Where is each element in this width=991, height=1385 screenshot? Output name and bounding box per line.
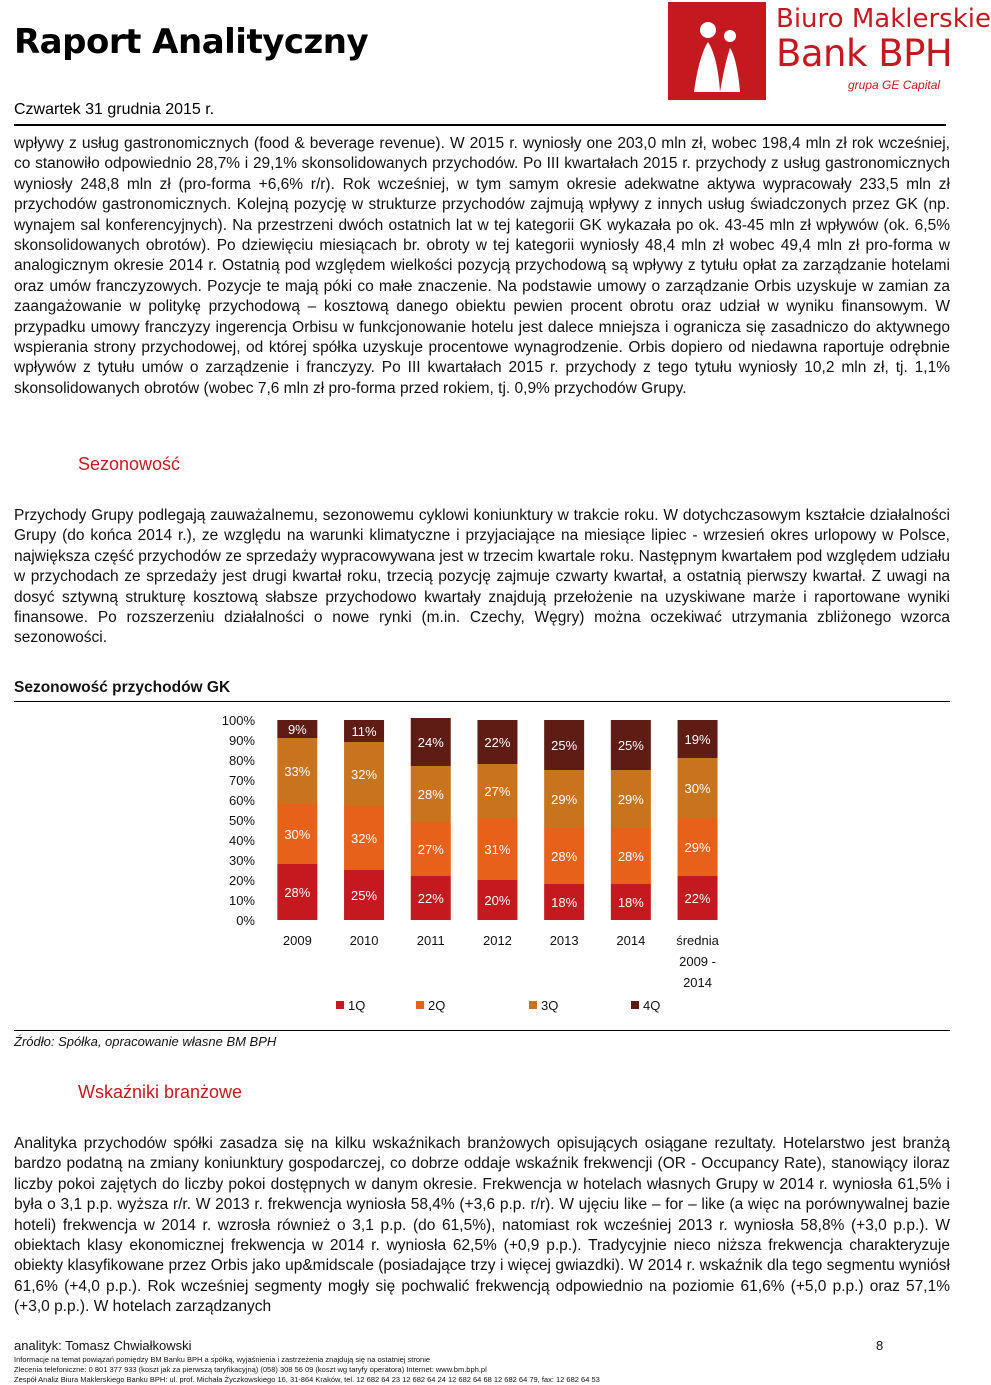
data-label: 11%: [351, 724, 377, 739]
data-label: 24%: [417, 735, 444, 750]
data-label: 33%: [284, 764, 311, 779]
x-tick-label: 2011: [416, 933, 445, 948]
legend-swatch: [336, 1001, 344, 1009]
x-tick-label: 2009: [282, 933, 312, 948]
legend-label: 1Q: [348, 998, 366, 1013]
data-label: 32%: [351, 831, 378, 846]
data-label: 18%: [551, 895, 578, 910]
paragraph-seasonality: Przychody Grupy podlegają zauważalnemu, sezonowemu cyklowi koniunktury w trakcie roku. W dotychczasowym kształcie działalności Grupy (do końca 2014 r.), ze względu na warunki klimatyczne i przyjaciające na miesiące lipiec - wrzesień okres urlopowy w Polsce, największa część przychodów ze sprzedaży wypracowywana jest w trzecim kwartale roku. Następnym kwartałem pod względem udziału w przychodach ze sprzedaży jest drugi kwartał roku, trzecią pozycję zajmuje czwarty kwartał, a ostatnią pierwszy kwartał. Z uwagi na dosyć sztywną strukturę kosztową słabsze przychodowo kwartały znajdują przełożenie na uzyskiwane marże i raportowane wyniki finansowe. Po rozszerzeniu działalności o nowe rynki (m.in. Czechy, Węgry) można oczekiwać utrzymania zbliżonego wzorca sezonowości.: [14, 507, 950, 647]
data-label: 25%: [617, 738, 644, 753]
y-tick-label: 20%: [228, 873, 255, 888]
footer-disclaimer: Informacje na temat powiązań pomiędzy BM Banku BPH a spółką, wyjaśnienia i zastrzeżenia znajdują się na ostatniej stronie: [14, 1355, 431, 1364]
data-label: 31%: [484, 842, 511, 857]
bank-logo: [668, 2, 991, 100]
logo-line-1: Biuro Maklerskie: [776, 4, 991, 34]
data-label: 27%: [484, 784, 511, 799]
report-title: Raport Analityczny: [14, 22, 369, 62]
y-tick-label: 40%: [228, 833, 255, 848]
x-tick-label: 2013: [549, 933, 579, 948]
source-divider: [14, 1030, 950, 1031]
y-tick-label: 30%: [228, 853, 255, 868]
footer-analyst: analityk: Tomasz Chwiałkowski: [14, 1338, 192, 1353]
y-tick-label: 90%: [228, 733, 255, 748]
paragraph-revenue-structure: wpływy z usług gastronomicznych (food & beverage revenue). W 2015 r. wyniosły one 203,0 mln zł, wobec 198,4 mln zł rok wcześniej, co stanowiło odpowiednio 28,7% i 29,1% skonsolidowanych przychodów. Po III kwartałach 2015 r. przychody z usług gastronomicznych wyniosły 248,8 mln zł (pro-forma +6,6% r/r). Rok wcześniej, w tym samym okresie adekwatne aktywa wypracowały 233,5 mln zł przychodów gastronomicznych. Kolejną pozycję w strukturze przychodów zajmują wpływy z innych usług świadczonych przez GK (np. wynajem sal konferencyjnych). Na przestrzeni dwóch ostatnich lat w tej kategorii GK wykazała po ok. 43-45 mln zł wpływów (ok. 6,5% skonsolidowanych obrotów). Po dziewięciu miesiącach br. obroty w tej kategorii wyniosły 48,4 mln zł wobec 49,4 mln zł pro-forma w analogicznym okresie 2014 r. Ostatnią pod względem wielkości pozycją przychodową są wpływy z tytułu opłat za zarządzanie hotelami oraz umów franczyzowych. Pozycje te mają póki co małe znaczenie. Na podstawie umowy o zarządzanie Orbis uzyskuje w zamian za zaangażowanie w politykę przychodową – kosztową danego obiektu pewien procent obrotu oraz udział w wyniku finansowym. W przypadku umowy franczyzy ingerencja Orbisu w funkcjonowanie hotelu jest dalece mniejsza i ogranicza się zasadniczo do aktywnego wspierania strony przychodowej, od której spółka uzyskuje procentowe wynagrodzenie. Orbis dopiero od niedawna raportuje odrębnie wpływów z tytułu umów o zarządzenie i franczyzy. Po III kwartałach 2015 r. przychody z tego tytułu wyniosły 10,2 mln zł, tj. 1,1% skonsolidowanych obrotów (wobec 7,6 mln zł pro-forma przed rokiem, tj. 0,9% przychodów Grupy.: [14, 135, 950, 397]
data-label: 22%: [417, 891, 444, 906]
data-label: 29%: [684, 840, 711, 855]
seasonality-chart: [0, 700, 960, 1030]
y-tick-label: 100%: [221, 713, 255, 728]
paragraph-indicators: Analityka przychodów spółki zasadza się na kilku wskaźnikach branżowych opisujących osiągane rezultaty. Hotelarstwo jest branżą bardzo podatną na zmiany koniunktury gospodarczej, co dobrze oddaje wskaźnik frekwencji (OR - Occupancy Rate), stanowiący iloraz liczby pokoi zajętych do liczby pokoi dostępnych w danym okresie. Frekwencja w hotelach własnych Grupy w 2014 r. wyniosła 61,5% i była o 3,1 p.p. wyższa r/r. W 2013 r. frekwencja wyniosła 58,4% (+3,6 p.p. r/r). W ujęciu like – for – like (a więc na porównywalnej bazie hoteli) frekwencja w 2014 r. wzrosła również o 3,1 p.p. (do 61,5%), natomiast rok wcześniej 2013 r. wyniosła 58,8% (+3,0 p.p.). W obiektach klasy ekonomicznej frekwencja w 2014 r. wyniosła 62,5% (+0,9 p.p.). Tradycyjnie nieco niższa frekwencja charakteryzuje obiekty klasyfikowane przez Orbis jako up&midscale (posiadające trzy i więcej gwiazdki). W 2014 r. wskaźnik dla tego segmentu wyniósł 61,6% (+4,0 p.p.). Rok wcześniej segmenty mogły się pochwalić frekwencją odpowiednio na poziomie 61,6% (+5,0 p.p.) oraz 57,1% (+3,0 p.p.). W hotelach zarządzanych: [14, 1135, 950, 1316]
section-heading-indicators: Wskaźniki branżowe: [78, 1082, 243, 1102]
data-label: 29%: [617, 792, 644, 807]
x-tick-label: 2009 -: [679, 954, 716, 969]
chart-title: Sezonowość przychodów GK: [14, 679, 231, 696]
data-label: 32%: [351, 767, 378, 782]
logo-emblem-icon: [668, 2, 766, 100]
data-label: 22%: [684, 891, 711, 906]
data-label: 19%: [684, 732, 711, 747]
page-number: 8: [876, 1338, 884, 1353]
y-tick-label: 60%: [228, 793, 255, 808]
data-label: 25%: [551, 738, 578, 753]
data-label: 28%: [417, 787, 444, 802]
x-tick-label: 2014: [683, 975, 713, 990]
data-label: 28%: [551, 849, 578, 864]
x-tick-label: 2014: [616, 933, 646, 948]
footer-address: Zespół Analiz Biura Maklerskiego Banku BPH: ul. prof. Michała Życzkowskiego 16, 31-864 Kraków, tel. 12 682 64 23 12 682 64 24 12 682 64 68 12 682 64 79, fax: 12 682 64 53: [14, 1375, 600, 1384]
logo-line-3: grupa GE Capital: [848, 78, 941, 92]
legend-label: 2Q: [428, 998, 446, 1013]
legend-label: 4Q: [643, 998, 661, 1013]
y-tick-label: 80%: [228, 753, 255, 768]
data-label: 30%: [284, 827, 311, 842]
data-label: 28%: [284, 885, 311, 900]
chart-source: Źródło: Spółka, opracowanie własne BM BPH: [14, 1034, 277, 1049]
y-tick-label: 70%: [228, 773, 255, 788]
legend-label: 3Q: [541, 998, 559, 1013]
y-tick-label: 0%: [236, 913, 255, 928]
data-label: 29%: [551, 792, 578, 807]
section-heading-seasonality: Sezonowość: [78, 454, 181, 474]
data-label: 25%: [351, 888, 378, 903]
y-tick-label: 10%: [228, 893, 255, 908]
report-date: Czwartek 31 grudnia 2015 r.: [14, 101, 215, 118]
x-tick-label: 2012: [482, 933, 512, 948]
data-label: 28%: [617, 849, 644, 864]
legend-swatch: [631, 1001, 639, 1009]
data-label: 9%: [287, 722, 307, 737]
x-tick-label: 2010: [349, 933, 379, 948]
header-divider: [14, 124, 946, 126]
legend-swatch: [416, 1001, 424, 1009]
logo-line-2: Bank BPH: [776, 32, 953, 75]
data-label: 18%: [617, 895, 644, 910]
data-label: 22%: [484, 735, 511, 750]
legend-swatch: [529, 1001, 537, 1009]
footer-phone: Zlecenia telefoniczne: 0 801 377 933 (koszt jak za pierwszą taryfikacyjną) (058) 308 56 09 (koszt wg taryfy operatora) Internet: www.bm.bph.pl: [14, 1365, 487, 1374]
y-tick-label: 50%: [228, 813, 255, 828]
x-tick-label: średnia: [676, 933, 719, 948]
data-label: 20%: [484, 893, 511, 908]
data-label: 27%: [417, 842, 444, 857]
data-label: 30%: [684, 781, 711, 796]
